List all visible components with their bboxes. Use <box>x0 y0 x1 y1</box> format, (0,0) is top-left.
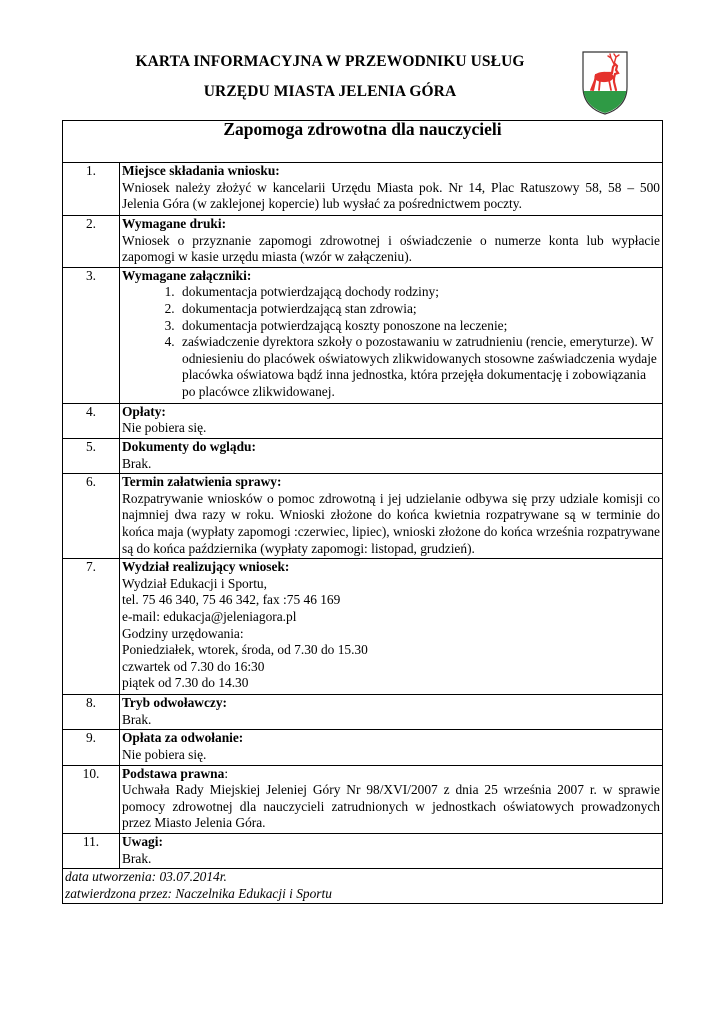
table-row <box>63 474 663 559</box>
table-row <box>63 765 663 833</box>
row-content <box>120 695 663 730</box>
row-number: 6. <box>63 474 120 559</box>
row-text: Brak. <box>122 711 152 727</box>
row-label: Podstawa prawna <box>122 765 225 781</box>
row-label: Wymagane załączniki: <box>122 267 252 283</box>
card-title: Zapomoga zdrowotna dla nauczycieli <box>63 121 663 163</box>
row-label: Miejsce składania wniosku: <box>122 163 280 178</box>
row-label: Dokumenty do wglądu: <box>122 438 256 454</box>
table-row <box>63 267 663 403</box>
row-number: 1. <box>63 163 120 216</box>
creation-date: data utworzenia: 03.07.2014r. <box>65 869 227 885</box>
row-text: Rozpatrywanie wniosków o pomoc zdrowotną i jej udzielanie odbywa się przy udziale komisji co najmniej dwa razy w roku. Wnioski złożone do końca kwietnia rozpatrywane są w terminie do końca maja (wypłaty zapomogi :czerwiec, lipiec), wnioski złożone do końca września rozpatrywane są do końca października (wypłaty zapomogi: listopad, grudzień). <box>122 490 660 556</box>
row-content <box>120 267 663 403</box>
row-number: 5. <box>63 438 120 473</box>
contact-line: Godziny urzędowania: <box>122 625 244 641</box>
table-row <box>63 163 663 216</box>
row-label: Tryb odwoławczy: <box>122 695 228 711</box>
table-row <box>63 730 663 765</box>
contact-line: Wydział Edukacji i Sportu, <box>122 575 267 591</box>
header-line-1: KARTA INFORMACYJNA W PRZEWODNIKU USŁUG <box>135 53 525 70</box>
row-content <box>120 833 663 868</box>
approved-by: zatwierdzona przez: Naczelnika Edukacji i Sportu <box>65 885 332 901</box>
row-text: Nie pobiera się. <box>122 746 207 762</box>
row-label-suffix: : <box>224 765 229 781</box>
contact-line: czwartek od 7.30 do 16:30 <box>122 658 265 674</box>
email-link[interactable]: e-mail: edukacja@jeleniagora.pl <box>122 608 297 624</box>
row-content <box>120 163 663 216</box>
list-item: 1. dokumentacja potwierdzającą dochody rodziny; <box>178 284 660 301</box>
row-label: Wydział realizujący wniosek: <box>122 559 290 575</box>
row-content <box>120 438 663 473</box>
contact-line: tel. 75 46 340, 75 46 342, fax :75 46 169 <box>122 592 341 608</box>
row-content <box>120 403 663 438</box>
row-label: Opłata za odwołanie: <box>122 730 244 746</box>
table-row <box>63 216 663 268</box>
row-number: 10. <box>63 765 120 833</box>
row-text: Wniosek należy złożyć w kancelarii Urzędu Miasta pok. Nr 14, Plac Ratuszowy 58, 58 – 500 Jelenia Góra (w zaklejonej kopercie) lub wysłać za pośrednictwem poczty. <box>122 179 660 212</box>
row-label: Uwagi: <box>122 833 163 849</box>
row-text: Wniosek o przyznanie zapomogi zdrowotnej i oświadczenie o numerze konta lub wypłacie zapomogi w kasie urzędu miasta (wzór w załączeniu). <box>122 232 660 265</box>
row-content <box>120 216 663 268</box>
info-card-table <box>62 120 663 904</box>
table-row <box>63 833 663 868</box>
row-text: Uchwała Rady Miejskiej Jeleniej Góry Nr 98/XVI/2007 z dnia 25 września 2007 r. w sprawie pomocy zdrowotnej dla nauczycieli zatrudnionych w jednostkach oświatowych prowadzonych przez Miasto Jelenia Góra. <box>122 782 660 831</box>
list-item: 2. dokumentacja potwierdzającą stan zdrowia; <box>178 301 660 318</box>
row-number: 8. <box>63 695 120 730</box>
table-row <box>63 695 663 730</box>
row-label: Wymagane druki: <box>122 216 227 231</box>
row-number: 3. <box>63 267 120 403</box>
list-item: 3. dokumentacja potwierdzającą koszty ponoszone na leczenie; <box>178 318 660 335</box>
table-row <box>63 403 663 438</box>
row-number: 4. <box>63 403 120 438</box>
document-header <box>0 0 724 120</box>
row-number: 7. <box>63 559 120 695</box>
row-text: Brak. <box>122 455 152 471</box>
row-number: 11. <box>63 833 120 868</box>
header-line-2: URZĘDU MIASTA JELENIA GÓRA <box>203 83 457 100</box>
row-content <box>120 730 663 765</box>
row-label-wrap <box>122 766 660 783</box>
footer-row <box>63 869 663 904</box>
row-label: Termin załatwienia sprawy: <box>122 474 282 490</box>
row-content <box>120 474 663 559</box>
row-content <box>120 765 663 833</box>
table-row <box>63 559 663 695</box>
row-content <box>120 559 663 695</box>
row-number: 2. <box>63 216 120 268</box>
row-label: Opłaty: <box>122 403 166 419</box>
contact-line: Poniedziałek, wtorek, środa, od 7.30 do 15.30 <box>122 642 368 658</box>
footer-cell <box>63 869 663 904</box>
row-text: Nie pobiera się. <box>122 420 207 436</box>
contact-line: piątek od 7.30 do 14.30 <box>122 675 249 691</box>
row-number: 9. <box>63 730 120 765</box>
table-row <box>63 438 663 473</box>
coat-of-arms-deer-icon <box>580 49 630 115</box>
attachments-list <box>122 284 660 400</box>
row-text: Brak. <box>122 850 152 866</box>
list-item: 4. zaświadczenie dyrektora szkoły o pozostawaniu w zatrudnieniu (rencie, emeryturze). W odniesieniu do placówek oświatowych zlikwidowanych stosowne zaświadczenia wydaje placówka oświatowa bądź inna jednostka, która przejęła dokumentację i zobowiązania po placówce zlikwidowanej. <box>178 334 660 400</box>
